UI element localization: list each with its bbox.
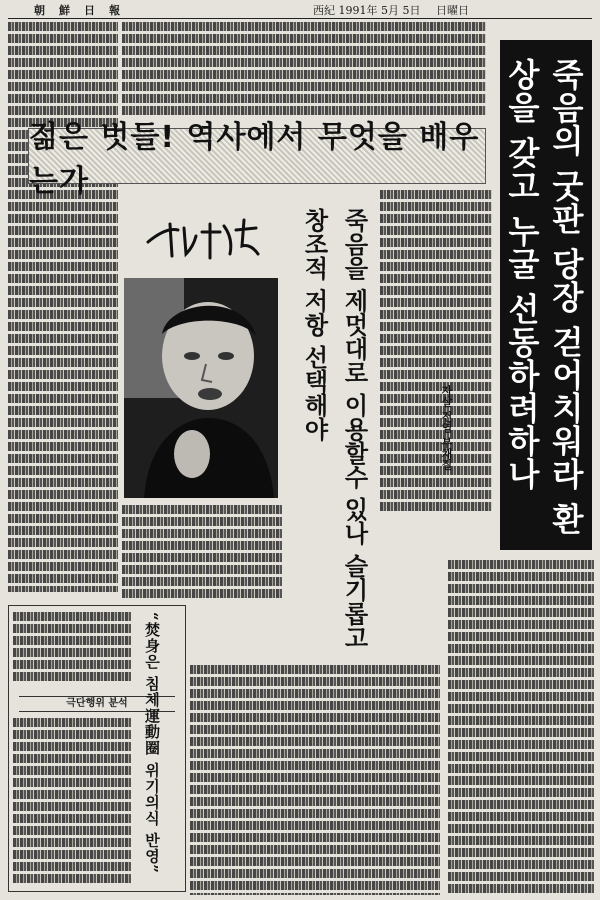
main-headline-box: [500, 40, 592, 550]
main-headline: 죽음의 굿판 당장 걷어치워라 환상을 갖고 누굴 선동하려하나: [503, 58, 585, 536]
signature-image: [140, 210, 270, 270]
sidebox-label: 극단행위 분석: [19, 696, 175, 712]
analysis-sidebox: [8, 605, 186, 892]
body-text-column: [448, 560, 594, 895]
body-text-column: [190, 665, 440, 895]
sidebox-text: [13, 612, 131, 692]
issue-weekday: 日曜日: [436, 4, 469, 17]
author-signature: [140, 210, 270, 270]
inline-subheading: 자살 전염 부채질: [440, 385, 453, 470]
issue-date: 西紀 1991年 5月 5日: [313, 4, 421, 17]
body-text-column: [380, 190, 492, 520]
sidebox-text: [13, 718, 131, 886]
author-photo: [124, 278, 278, 498]
portrait-image: [124, 278, 278, 498]
subheadline-block: [288, 208, 374, 658]
newspaper-name: 朝鮮日報: [34, 4, 134, 17]
masthead: [8, 4, 592, 19]
section-title-banner: [28, 120, 486, 199]
body-text-column: [122, 22, 486, 122]
body-text-column: [8, 22, 118, 592]
subheadline: 죽음을 제멋대로 이용할수 있나 슬기롭고 창조적 저항 선택해야: [300, 208, 368, 650]
sidebox-quote: “焚身은 침체運動圈 위기의식 반영”: [143, 612, 161, 874]
section-title: 젊은 벗들! 역사에서 무엇을 배우는가: [29, 120, 480, 199]
body-text-column: [122, 505, 282, 600]
